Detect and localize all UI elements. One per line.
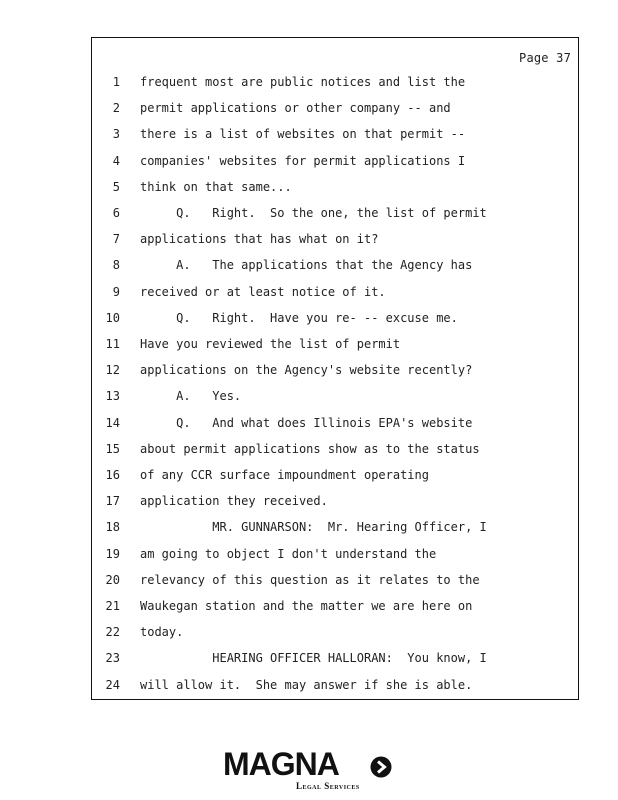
- line-number: 15: [105, 441, 120, 456]
- transcript-line: [92, 491, 578, 511]
- line-text: think on that same...: [140, 179, 292, 194]
- line-number: 16: [105, 468, 120, 482]
- transcript-line: [92, 465, 578, 485]
- logo-wordmark: MAGNA: [223, 746, 339, 782]
- transcript-line: [92, 72, 578, 92]
- line-number: 17: [105, 494, 120, 509]
- line-text: Q. Right. So the one, the list of permit: [140, 206, 487, 220]
- line-number: 1: [112, 75, 120, 89]
- line-text: companies' websites for permit applications I: [140, 153, 466, 168]
- transcript-line: [92, 308, 578, 328]
- line-text: A. Yes.: [140, 389, 242, 404]
- line-number: 6: [112, 206, 120, 220]
- transcript-line: [92, 596, 578, 616]
- line-number: 18: [105, 520, 120, 535]
- line-text: applications that has what on it?: [140, 232, 379, 247]
- transcript-line: [92, 439, 578, 459]
- line-text: HEARING OFFICER HALLORAN: You know, I: [140, 651, 487, 666]
- transcript-line: [92, 334, 578, 354]
- line-number: 11: [105, 337, 120, 351]
- line-number: 21: [105, 599, 120, 613]
- line-text: today.: [140, 625, 184, 640]
- chevron-right-circle-icon: [370, 756, 392, 778]
- transcript-line: [92, 544, 578, 564]
- transcript-line: [92, 517, 578, 537]
- line-number: 9: [112, 284, 120, 299]
- line-number: 13: [105, 389, 120, 404]
- line-text: permit applications or other company -- and: [140, 101, 451, 116]
- magna-logo: [223, 747, 395, 793]
- line-number: 5: [112, 179, 120, 194]
- line-text: frequent most are public notices and list the: [140, 75, 466, 89]
- transcript-line: [92, 386, 578, 406]
- transcript-line: [92, 622, 578, 642]
- line-number: 2: [112, 101, 120, 116]
- transcript-line: [92, 177, 578, 197]
- transcript-line: [92, 413, 578, 433]
- transcript-line: [92, 98, 578, 118]
- line-text: of any CCR surface impoundment operating: [140, 468, 429, 482]
- line-number: 3: [112, 127, 120, 142]
- line-number: 12: [105, 363, 120, 378]
- line-number: 7: [112, 232, 120, 247]
- transcript-line: [92, 282, 578, 302]
- line-number: 4: [112, 153, 120, 168]
- line-text: A. The applications that the Agency has: [140, 258, 473, 273]
- transcript-line: [92, 675, 578, 695]
- transcript-line: [92, 360, 578, 380]
- line-text: Waukegan station and the matter we are here on: [140, 599, 473, 613]
- transcript-line: [92, 255, 578, 275]
- line-text: applications on the Agency's website recently?: [140, 363, 473, 378]
- line-number: 14: [105, 415, 120, 430]
- line-text: will allow it. She may answer if she is able.: [140, 677, 473, 692]
- transcript-line: [92, 203, 578, 223]
- line-number: 19: [105, 546, 120, 561]
- transcript-line: [92, 124, 578, 144]
- line-number: 22: [105, 625, 120, 640]
- line-number: 23: [105, 651, 120, 666]
- line-text: Q. Right. Have you re- -- excuse me.: [140, 310, 458, 325]
- line-number: 8: [112, 258, 120, 273]
- transcript-line: [92, 648, 578, 668]
- line-number: 24: [105, 677, 120, 692]
- transcript-line: [92, 151, 578, 171]
- line-text: there is a list of websites on that permit --: [140, 127, 466, 142]
- logo-tagline: Legal Services: [296, 781, 360, 791]
- transcript-line: [92, 570, 578, 590]
- line-text: am going to object I don't understand the: [140, 546, 437, 561]
- line-number: 10: [105, 310, 120, 325]
- transcript-page: [91, 37, 579, 700]
- line-number: 20: [105, 572, 120, 587]
- line-text: application they received.: [140, 494, 328, 509]
- line-text: about permit applications show as to the status: [140, 441, 480, 456]
- line-text: Have you reviewed the list of permit: [140, 337, 401, 351]
- line-text: relevancy of this question as it relates to the: [140, 572, 480, 587]
- line-text: received or at least notice of it.: [140, 284, 386, 299]
- line-text: Q. And what does Illinois EPA's website: [140, 415, 473, 430]
- line-text: MR. GUNNARSON: Mr. Hearing Officer, I: [140, 520, 487, 535]
- transcript-line: [92, 229, 578, 249]
- page-number: Page 37: [519, 51, 571, 65]
